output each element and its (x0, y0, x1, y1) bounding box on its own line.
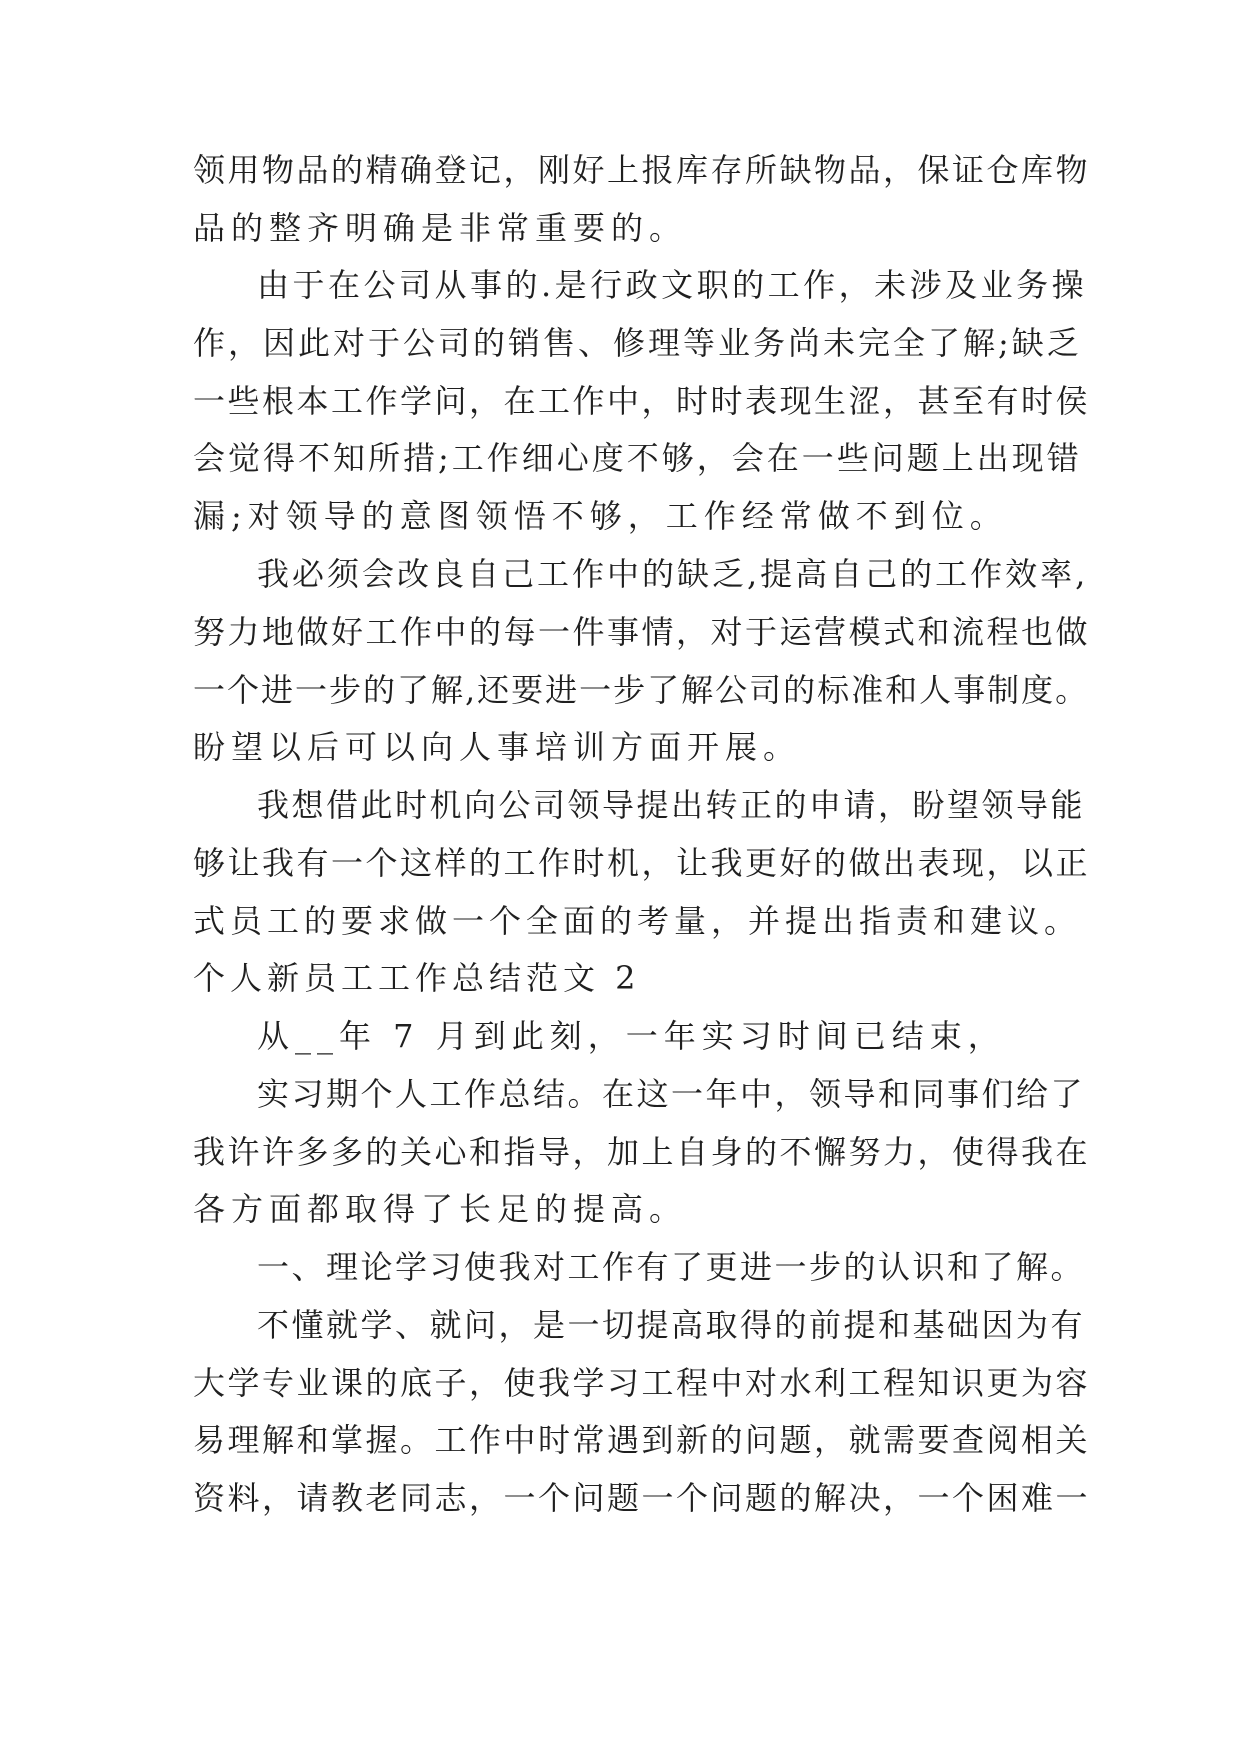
text-line: 够让我有一个这样的工作时机，让我更好的做出表现，以正 (193, 844, 1091, 882)
text-line: 易理解和掌握。工作中时常遇到新的问题，就需要查阅相关 (193, 1421, 1091, 1459)
paragraph-start-line: 由于在公司从事的.是行政文职的工作，未涉及业务操 (257, 266, 1088, 304)
text-line: 资料，请教老同志，一个问题一个问题的解决，一个困难一 (193, 1479, 1091, 1517)
text-line: 漏;对领导的意图领悟不够，工作经常做不到位。 (193, 497, 1008, 535)
text-line: 各方面都取得了长足的提高。 (193, 1190, 688, 1228)
subheading-line: 一、理论学习使我对工作有了更进一步的认识和了解。 (257, 1248, 1086, 1286)
text-line: 式员工的要求做一个全面的考量，并提出指责和建议。 (193, 902, 1082, 940)
text-line: 大学专业课的底子，使我学习工程中对水利工程知识更为容 (193, 1364, 1091, 1402)
text-line: 品的整齐明确是非常重要的。 (193, 209, 688, 247)
text-line: 努力地做好工作中的每一件事情，对于运营模式和流程也做 (193, 613, 1091, 651)
text-line: 会觉得不知所措;工作细心度不够，会在一些问题上出现错 (193, 439, 1082, 477)
paragraph-start-line: 不懂就学、就问，是一切提高取得的前提和基础因为有 (257, 1306, 1086, 1344)
text-line: 我许许多多的关心和指导，加上自身的不懈努力，使得我在 (193, 1133, 1091, 1171)
text-line: 一个进一步的了解,还要进一步了解公司的标准和人事制度。 (193, 671, 1090, 709)
paragraph-start-line: 我想借此时机向公司领导提出转正的申请，盼望领导能 (257, 786, 1086, 824)
text-line: 领用物品的精确登记，刚好上报库存所缺物品，保证仓库物 (193, 151, 1091, 189)
text-line: 作，因此对于公司的销售、修理等业务尚未完全了解;缺乏 (193, 324, 1082, 362)
paragraph-start-line: 实习期个人工作总结。在这一年中，领导和同事们给了 (257, 1075, 1086, 1113)
section-heading: 个人新员工工作总结范文 2 (193, 959, 641, 997)
paragraph-start-line: 从__年 7 月到此刻，一年实习时间已结束， (257, 1017, 1006, 1055)
text-line: 一些根本工作学问，在工作中，时时表现生涩，甚至有时侯 (193, 382, 1091, 420)
text-line: 盼望以后可以向人事培训方面开展。 (193, 728, 802, 766)
paragraph-start-line: 我必须会改良自己工作中的缺乏,提高自己的工作效率, (257, 555, 1089, 593)
